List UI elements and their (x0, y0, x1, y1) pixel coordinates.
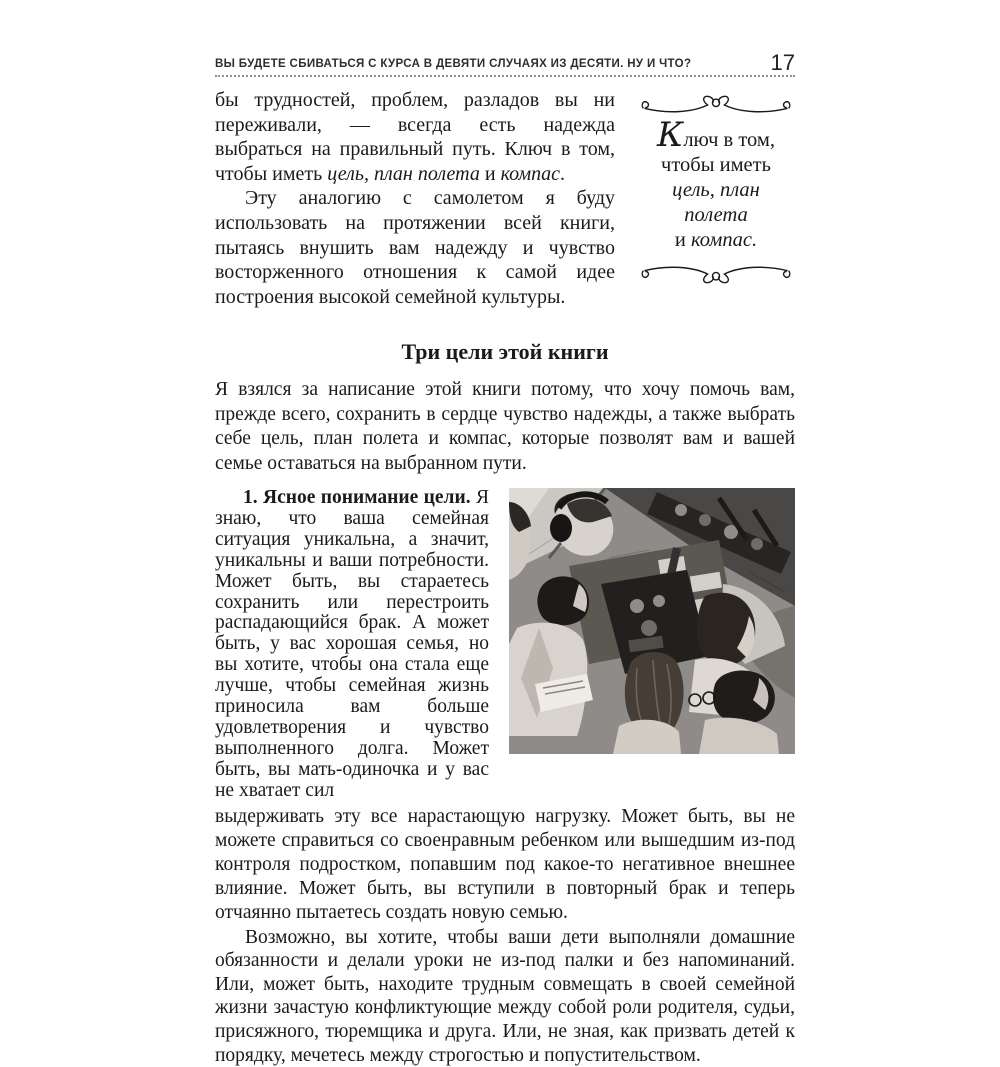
flourish-divider-icon (637, 94, 795, 116)
drop-cap-initial: К (657, 115, 684, 155)
intro-paragraph-1: бы трудностей, проблем, разладов вы ни переживали, — всегда есть надежда выбраться на правильный путь. Ключ в том, чтобы иметь цель, план полета и компас. (215, 89, 615, 185)
item-text-column (215, 488, 489, 802)
running-header (215, 50, 795, 77)
book-page (215, 0, 795, 1067)
section-heading: Три цели этой книги (401, 339, 609, 365)
item-number-label: 1. Ясное понимание цели. (243, 486, 471, 508)
intro-text-column (215, 88, 615, 309)
pull-quote-text: Ключ в том, чтобы иметь цель, план полета и компас. (657, 115, 775, 251)
cockpit-illustration (509, 488, 795, 754)
lead-paragraph: Я взялся за написание этой книги потому, что хочу помочь вам, прежде всего, сохранить в сердце чувство надежды, а также выбрать себе цель, план полета и компас, которые позволят вам и вашей семье оставаться на выбранном пути. (215, 379, 795, 474)
item-body-column: Я знаю, что ваша семейная ситуация уникальна, а значит, уникальны и ваши потребности. Может быть, вы стараетесь сохранить или перестроить распадающийся брак. А может быть, у вас хорошая семья, но вы хотите, чтобы она стала еще лучше, чтобы семейная жизнь приносила вам больше удовлетворения и чувство выполненного долга. Может быть, вы мать-одиночка и у вас не хватает сил (215, 486, 489, 801)
intro-paragraph-2: Эту аналогию с самолетом я буду использовать на протяжении всей книги, пытаясь внушить вам надежду и чувство восторженного отношения к самой идее построения высокой семейной культуры. (215, 187, 615, 308)
pull-quote (637, 88, 795, 309)
running-title: ВЫ БУДЕТЕ СБИВАТЬСЯ С КУРСА В ДЕВЯТИ СЛУЧАЯХ ИЗ ДЕСЯТИ. НУ И ЧТО? (215, 58, 692, 70)
closing-paragraph: Возможно, вы хотите, чтобы ваши дети выполняли домашние обязанности и делали уроки не из-под палки и без напоминаний. Или, может быть, находите трудным совмещать в своей семейной жизни зачастую конфликтующие между собой роли родителя, судьи, присяжного, тюремщика и друга. Или, не зная, как призвать детей к порядку, мечетесь между строгостью и попустительством. (215, 926, 795, 1066)
item-body-continued: выдерживать эту все нарастающую нагрузку. Может быть, вы не можете справиться со своенравным ребенком или вышедшим из-под контроля подростком, попавшим под какое-то негативное внешнее влияние. Может быть, вы вступили в повторный брак и теперь отчаянно пытаетесь создать новую семью. (215, 805, 795, 923)
flourish-divider-icon (637, 263, 795, 285)
page-number: 17 (770, 50, 795, 75)
intro-row (215, 88, 795, 309)
item-with-illustration (215, 488, 795, 802)
